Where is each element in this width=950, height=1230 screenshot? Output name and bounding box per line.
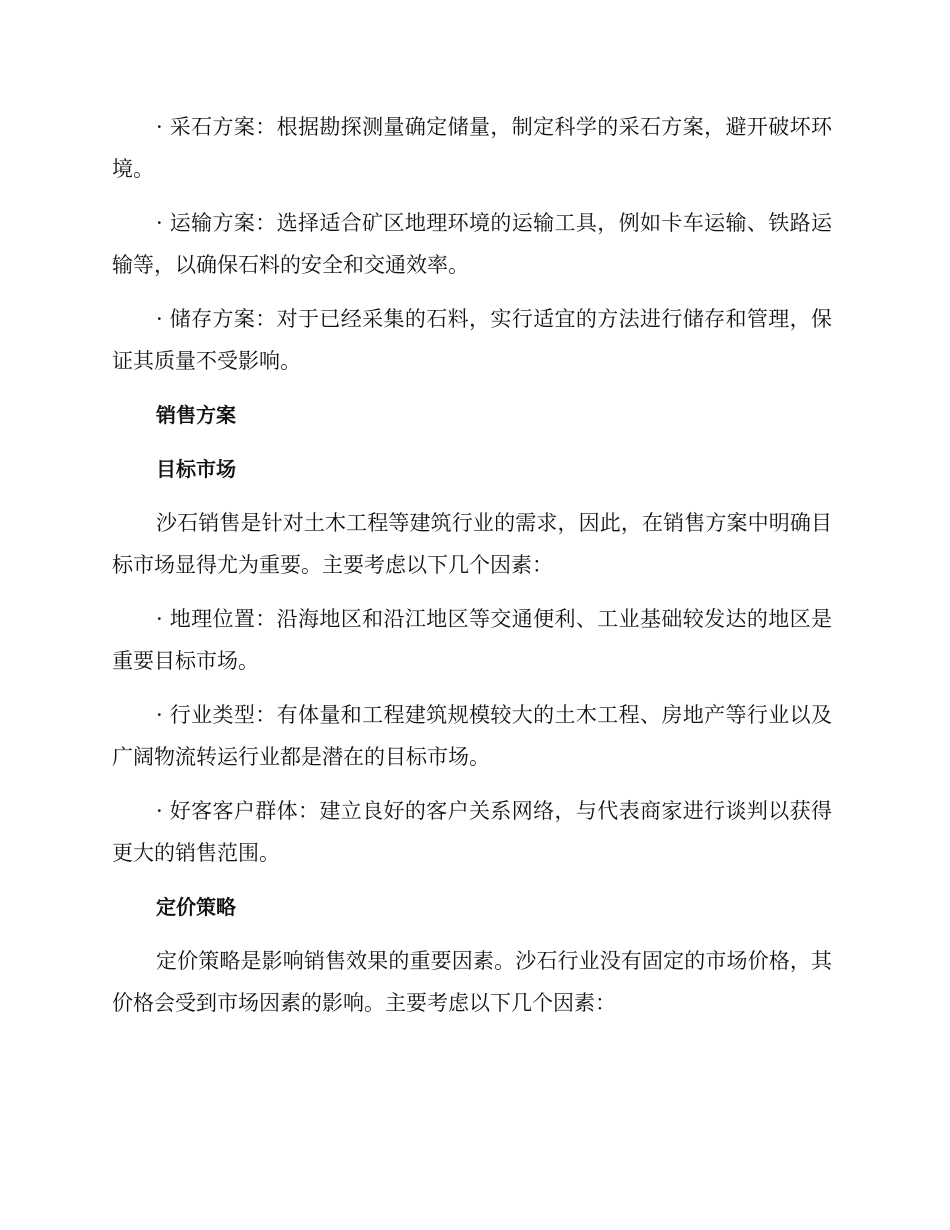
bullet-geographic-location: · 地理位置：沿海地区和沿江地区等交通便利、工业基础较发达的地区是重要目标市场。 [112, 607, 832, 673]
paragraph-target-market-intro: 沙石销售是针对土木工程等建筑行业的需求，因此，在销售方案中明确目标市场显得尤为重要。主要考虑以下几个因素： [112, 511, 832, 577]
bullet-storage-plan: · 储存方案：对于已经采集的石料，实行适宜的方法进行储存和管理，保证其质量不受影响。 [112, 307, 832, 373]
bullet-quarrying-plan: · 采石方案：根据勘探测量确定储量，制定科学的采石方案，避开破坏环境。 [112, 115, 832, 181]
bullet-industry-type: · 行业类型：有体量和工程建筑规模较大的土木工程、房地产等行业以及广阔物流转运行业都是潜在的目标市场。 [112, 703, 832, 769]
section-heading-sales-plan: 销售方案 [156, 403, 236, 427]
bullet-customer-group: · 好客客户群体：建立良好的客户关系网络，与代表商家进行谈判以获得更大的销售范围。 [112, 799, 832, 865]
bullet-transport-plan: · 运输方案：选择适合矿区地理环境的运输工具，例如卡车运输、铁路运输等，以确保石料的安全和交通效率。 [112, 211, 832, 277]
paragraph-pricing-intro: 定价策略是影响销售效果的重要因素。沙石行业没有固定的市场价格，其价格会受到市场因素的影响。主要考虑以下几个因素： [112, 949, 832, 1015]
subheading-target-market: 目标市场 [156, 457, 236, 481]
subheading-pricing-strategy: 定价策略 [156, 895, 236, 919]
